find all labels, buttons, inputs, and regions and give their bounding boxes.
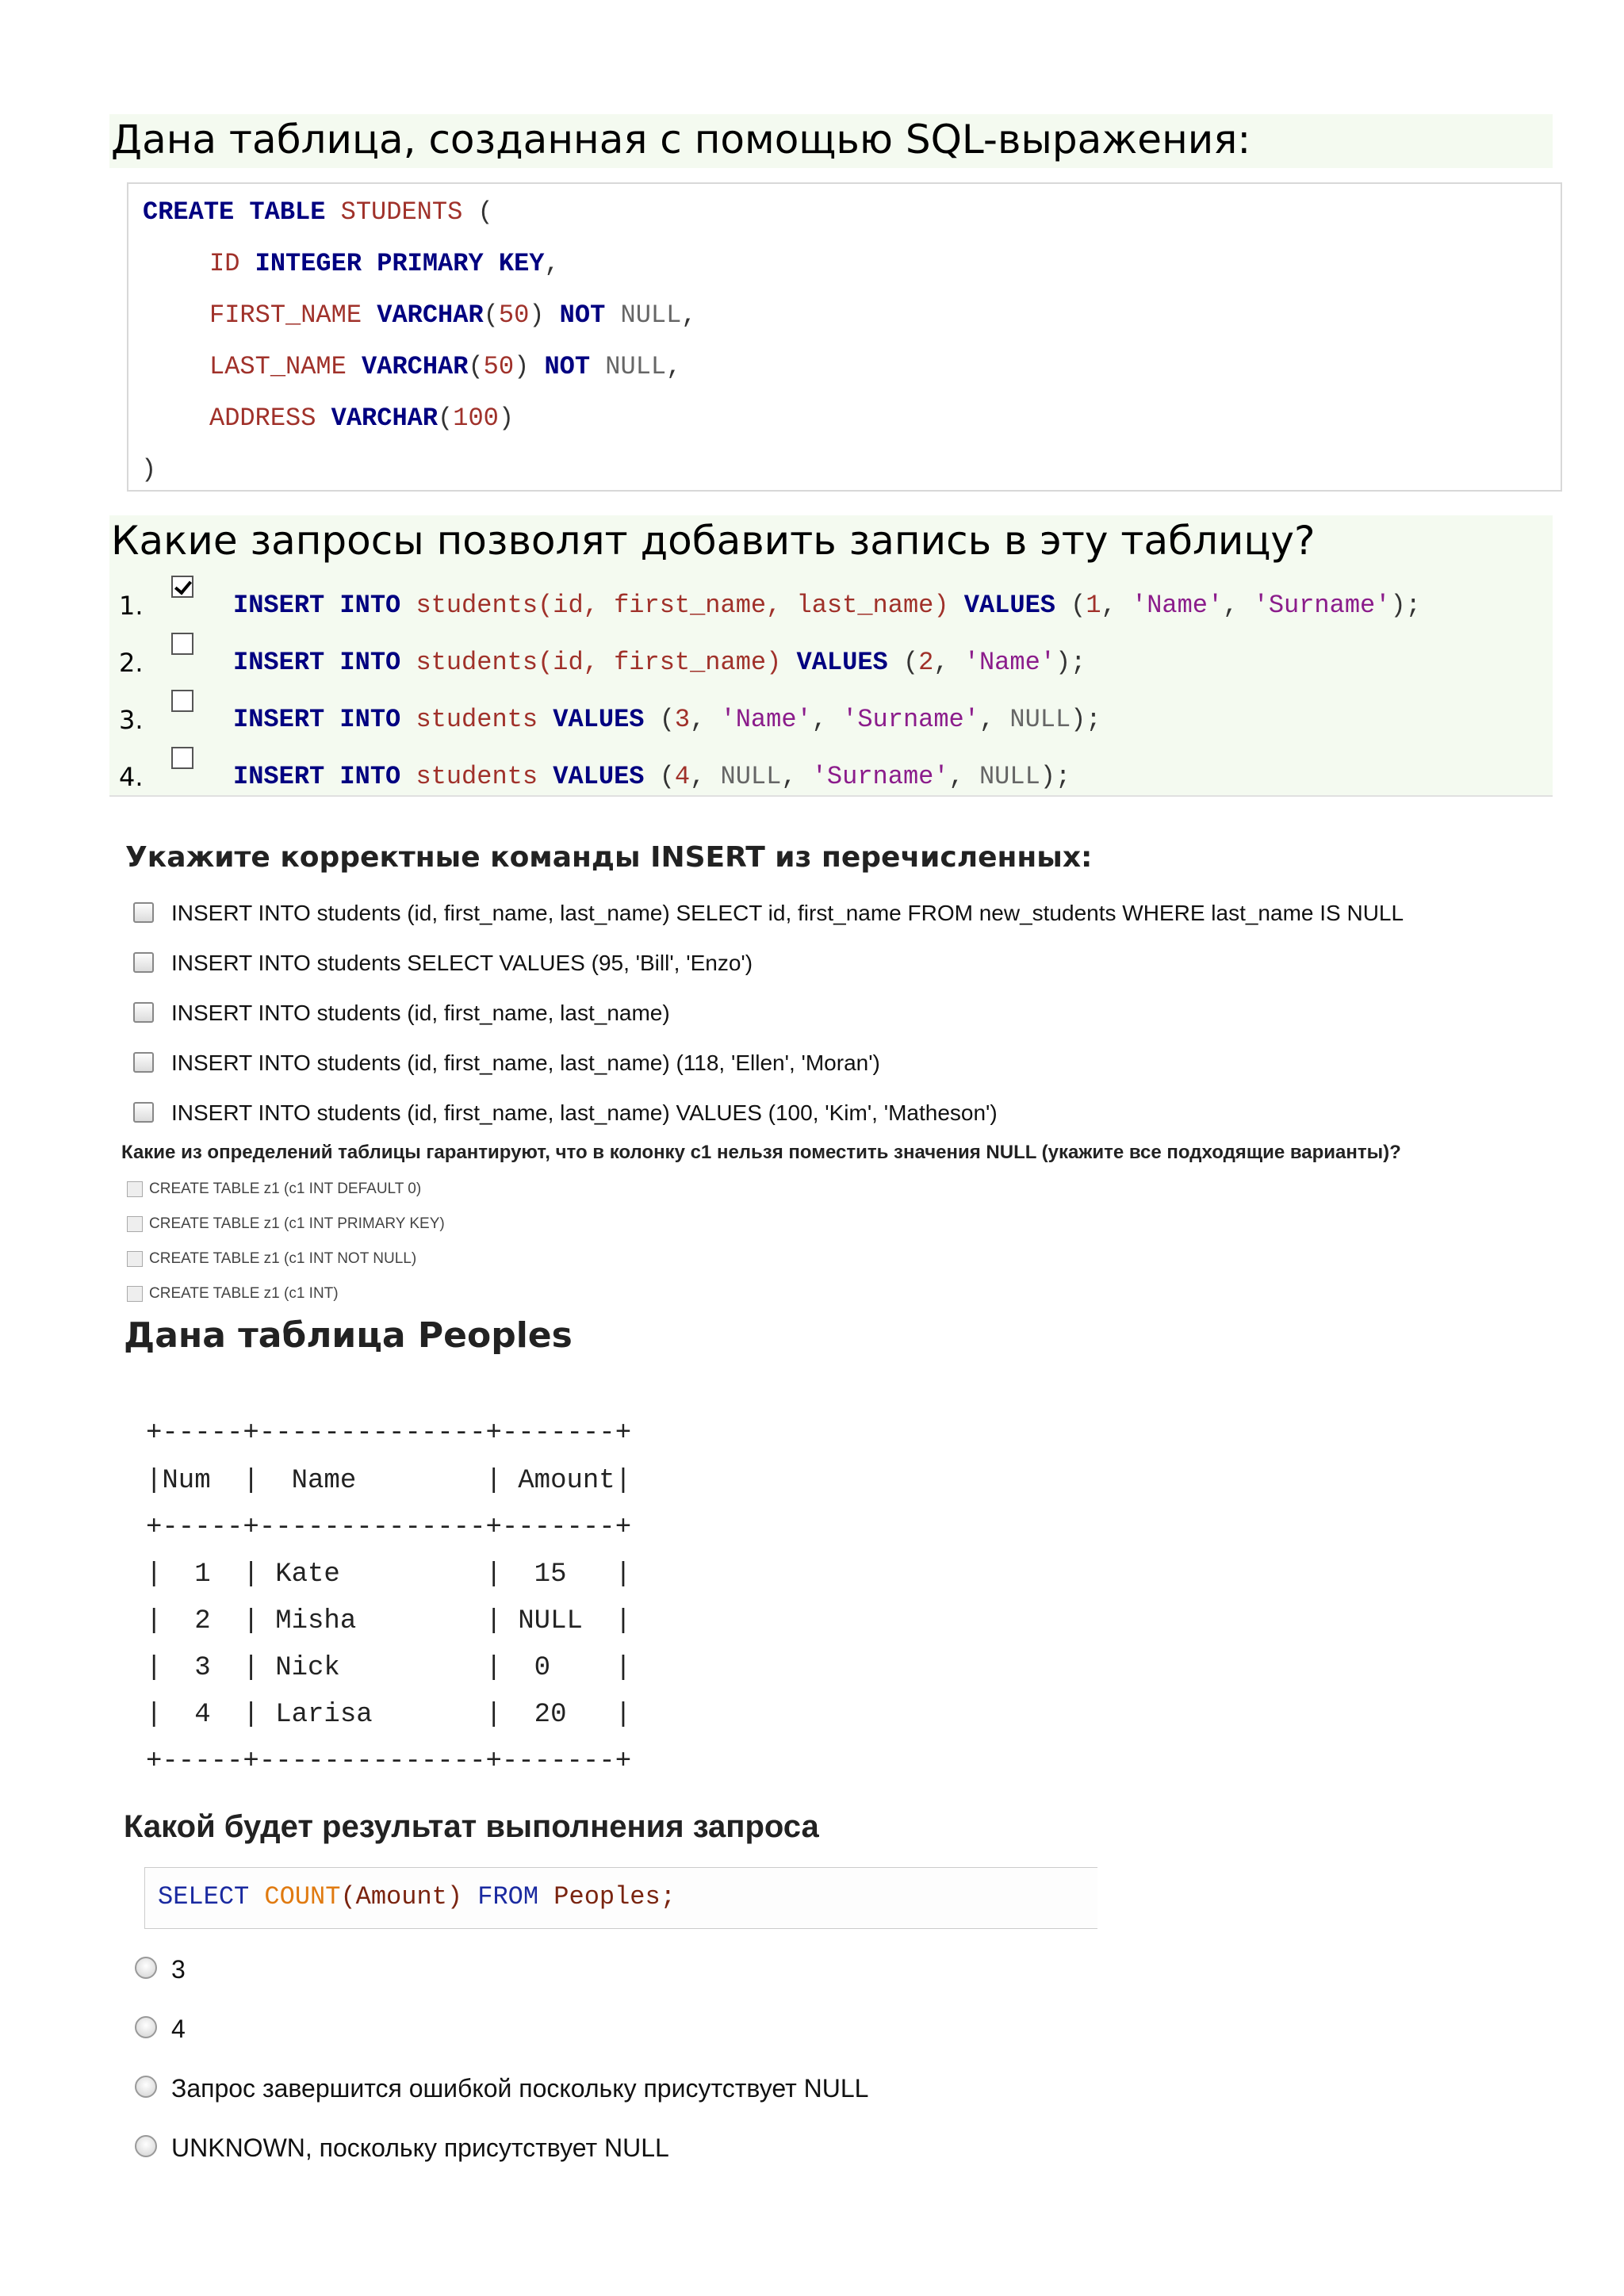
code-punctuation: , (690, 762, 706, 791)
checkbox[interactable] (133, 1002, 154, 1023)
code-null: NULL (720, 762, 782, 791)
code-keyword: SELECT (158, 1882, 250, 1911)
code-string: 'Name' (720, 705, 812, 734)
code-identifier: students (416, 762, 538, 791)
option-4-code (233, 761, 1071, 793)
code-keyword: VALUES (553, 762, 645, 791)
checkbox[interactable] (133, 902, 154, 923)
code-identifier: FIRST_NAME (209, 300, 362, 330)
code-argument: (Amount) (340, 1882, 463, 1911)
code-punctuation: ( (468, 352, 484, 381)
option-label: CREATE TABLE z1 (c1 INT NOT NULL) (149, 1250, 417, 1267)
code-identifier: Peoples; (553, 1882, 676, 1911)
code-function: COUNT (264, 1882, 341, 1911)
code-punctuation: , (690, 705, 706, 734)
code-line-1 (143, 197, 493, 228)
option-number: 4. (119, 762, 144, 792)
code-punctuation: ) (514, 352, 530, 381)
radio-button[interactable] (135, 2135, 157, 2157)
code-null: NULL (979, 762, 1040, 791)
code-punctuation: ); (1071, 705, 1101, 734)
code-keyword: VALUES (796, 648, 888, 677)
code-number: 50 (498, 300, 530, 330)
code-line-2 (209, 248, 560, 280)
code-punctuation: ( (477, 197, 493, 227)
code-punctuation: ); (1040, 762, 1071, 791)
code-null: NULL (620, 300, 682, 330)
code-identifier: first_name) (614, 648, 782, 677)
ascii-table-line: | 1 | Kate | 15 | (146, 1559, 632, 1590)
code-keyword: INTO (339, 591, 401, 620)
ascii-table-line: +-----+--------------+-------+ (146, 1513, 632, 1543)
code-punctuation: , (979, 705, 995, 734)
option-2-checkbox[interactable] (171, 633, 193, 655)
code-punctuation: , (948, 762, 964, 791)
code-number: 4 (674, 762, 691, 791)
code-identifier: first_name, (614, 591, 782, 620)
option-1-code (233, 590, 1421, 622)
code-keyword: INTO (339, 648, 401, 677)
code-punctuation: , (811, 705, 827, 734)
code-string: 'Name' (963, 648, 1055, 677)
code-keyword: INTO (339, 705, 401, 734)
code-keyword: VARCHAR (331, 404, 439, 433)
radio-button[interactable] (135, 1957, 157, 1979)
ascii-table-line: | 2 | Misha | NULL | (146, 1606, 632, 1636)
question-6-title: Какой будет результат выполнения запроса (124, 1809, 819, 1844)
code-keyword: VARCHAR (362, 352, 469, 381)
code-punctuation: ( (1071, 591, 1086, 620)
option-label: CREATE TABLE z1 (c1 INT PRIMARY KEY) (149, 1215, 445, 1232)
code-keyword: INTEGER (255, 249, 362, 278)
code-identifier: students(id, (416, 648, 599, 677)
option-label: 4 (171, 2015, 186, 2043)
option-number: 1. (119, 591, 144, 621)
code-keyword: VARCHAR (377, 300, 484, 330)
question-3-title: Укажите корректные команды INSERT из перечисленных: (125, 841, 1093, 874)
sql-query-code-block (144, 1867, 1097, 1929)
code-keyword: INTO (339, 762, 401, 791)
checkbox[interactable] (133, 952, 154, 973)
code-identifier: ADDRESS (209, 404, 316, 433)
code-keyword: INSERT (233, 648, 325, 677)
code-line-4 (209, 351, 681, 383)
code-punctuation: ( (902, 648, 919, 677)
option-label: CREATE TABLE z1 (c1 INT DEFAULT 0) (149, 1181, 422, 1197)
code-punctuation: ) (529, 300, 545, 330)
option-label: INSERT INTO students (id, first_name, last_name) SELECT id, first_name FROM new_students WHERE last_name IS NULL (171, 901, 1404, 925)
code-keyword: NOT (559, 300, 606, 330)
code-keyword: VALUES (963, 591, 1055, 620)
code-number: 2 (918, 648, 934, 677)
code-punctuation: , (781, 762, 797, 791)
checkbox[interactable] (133, 1102, 154, 1123)
code-keyword: INSERT (233, 705, 325, 734)
option-label: INSERT INTO students (id, first_name, last_name) (118, 'Ellen', 'Moran') (171, 1050, 880, 1075)
code-keyword: NOT (544, 352, 591, 381)
code-line-5 (209, 403, 514, 434)
code-null: NULL (605, 352, 667, 381)
option-4-checkbox[interactable] (171, 747, 193, 769)
code-punctuation: ) (498, 404, 515, 433)
code-number: 1 (1086, 591, 1101, 620)
question-4-title: Какие из определений таблицы гарантируют, что в колонку c1 нельзя поместить значения NULL (укажите все подходящие варианты)? (121, 1142, 1401, 1163)
code-identifier: ID (209, 249, 240, 278)
ascii-table-line: +-----+--------------+-------+ (146, 1418, 632, 1448)
code-null: NULL (1009, 705, 1071, 734)
code-keyword: KEY (498, 249, 545, 278)
code-punctuation: , (933, 648, 949, 677)
ascii-table-line: | 4 | Larisa | 20 | (146, 1700, 632, 1730)
code-string: 'Surname' (1253, 591, 1391, 620)
option-label: CREATE TABLE z1 (c1 INT) (149, 1285, 339, 1302)
option-1-checkbox[interactable] (171, 576, 193, 598)
code-punctuation: , (1101, 591, 1116, 620)
option-label: Запрос завершится ошибкой поскольку присутствует NULL (171, 2074, 869, 2103)
checkbox[interactable] (133, 1052, 154, 1073)
code-punctuation: ( (659, 705, 675, 734)
code-number: 100 (453, 404, 499, 433)
checkbox[interactable] (127, 1251, 143, 1267)
code-punctuation: ( (438, 404, 454, 433)
code-line-6: ) (141, 455, 157, 484)
radio-button[interactable] (135, 2016, 157, 2038)
code-string: 'Name' (1131, 591, 1224, 620)
option-3-checkbox[interactable] (171, 690, 193, 712)
code-identifier: students (416, 705, 538, 734)
code-identifier: last_name) (796, 591, 949, 620)
code-punctuation: , (666, 352, 682, 381)
ascii-table-line: | 3 | Nick | 0 | (146, 1653, 632, 1683)
code-keyword: INSERT (233, 762, 325, 791)
question-2-title: Какие запросы позволят добавить запись в эту таблицу? (111, 518, 1316, 564)
ascii-table-line: +-----+--------------+-------+ (146, 1747, 632, 1777)
sql-query (158, 1881, 676, 1914)
option-2-code (233, 647, 1086, 679)
code-number: 50 (483, 352, 515, 381)
question-1-title: Дана таблица, созданная с помощью SQL-выражения: (111, 117, 1251, 163)
code-punctuation: , (681, 300, 697, 330)
code-number: 3 (674, 705, 691, 734)
code-keyword: INSERT (233, 591, 325, 620)
ascii-table-line: |Num | Name | Amount| (146, 1466, 632, 1496)
code-punctuation: ( (659, 762, 675, 791)
question-5-title: Дана таблица Peoples (124, 1315, 573, 1356)
option-label: 3 (171, 1955, 186, 1984)
code-identifier: students(id, (416, 591, 599, 620)
option-3-code (233, 704, 1101, 736)
option-label: INSERT INTO students (id, first_name, last_name) VALUES (100, 'Kim', 'Matheson') (171, 1100, 998, 1125)
code-keyword: CREATE (143, 197, 235, 227)
code-identifier: STUDENTS (340, 197, 463, 227)
radio-button[interactable] (135, 2076, 157, 2098)
code-keyword: FROM (477, 1882, 539, 1911)
code-identifier: LAST_NAME (209, 352, 347, 381)
code-punctuation: ); (1390, 591, 1421, 620)
code-keyword: PRIMARY (377, 249, 484, 278)
checkbox[interactable] (127, 1286, 143, 1302)
option-label: INSERT INTO students SELECT VALUES (95, 'Bill', 'Enzo') (171, 951, 753, 975)
code-punctuation: , (1223, 591, 1239, 620)
option-label: INSERT INTO students (id, first_name, last_name) (171, 1001, 670, 1025)
code-punctuation: ( (483, 300, 499, 330)
code-keyword: TABLE (249, 197, 326, 227)
option-number: 3. (119, 705, 144, 735)
code-punctuation: , (544, 249, 560, 278)
checkbox[interactable] (127, 1216, 143, 1232)
checkbox[interactable] (127, 1181, 143, 1197)
option-label: UNKNOWN, поскольку присутствует NULL (171, 2133, 669, 2162)
code-keyword: VALUES (553, 705, 645, 734)
code-string: 'Surname' (811, 762, 949, 791)
code-string: 'Surname' (842, 705, 979, 734)
code-punctuation: ); (1055, 648, 1086, 677)
option-number: 2. (119, 648, 144, 678)
create-table-code-block (127, 182, 1562, 492)
code-line-3 (209, 300, 697, 331)
